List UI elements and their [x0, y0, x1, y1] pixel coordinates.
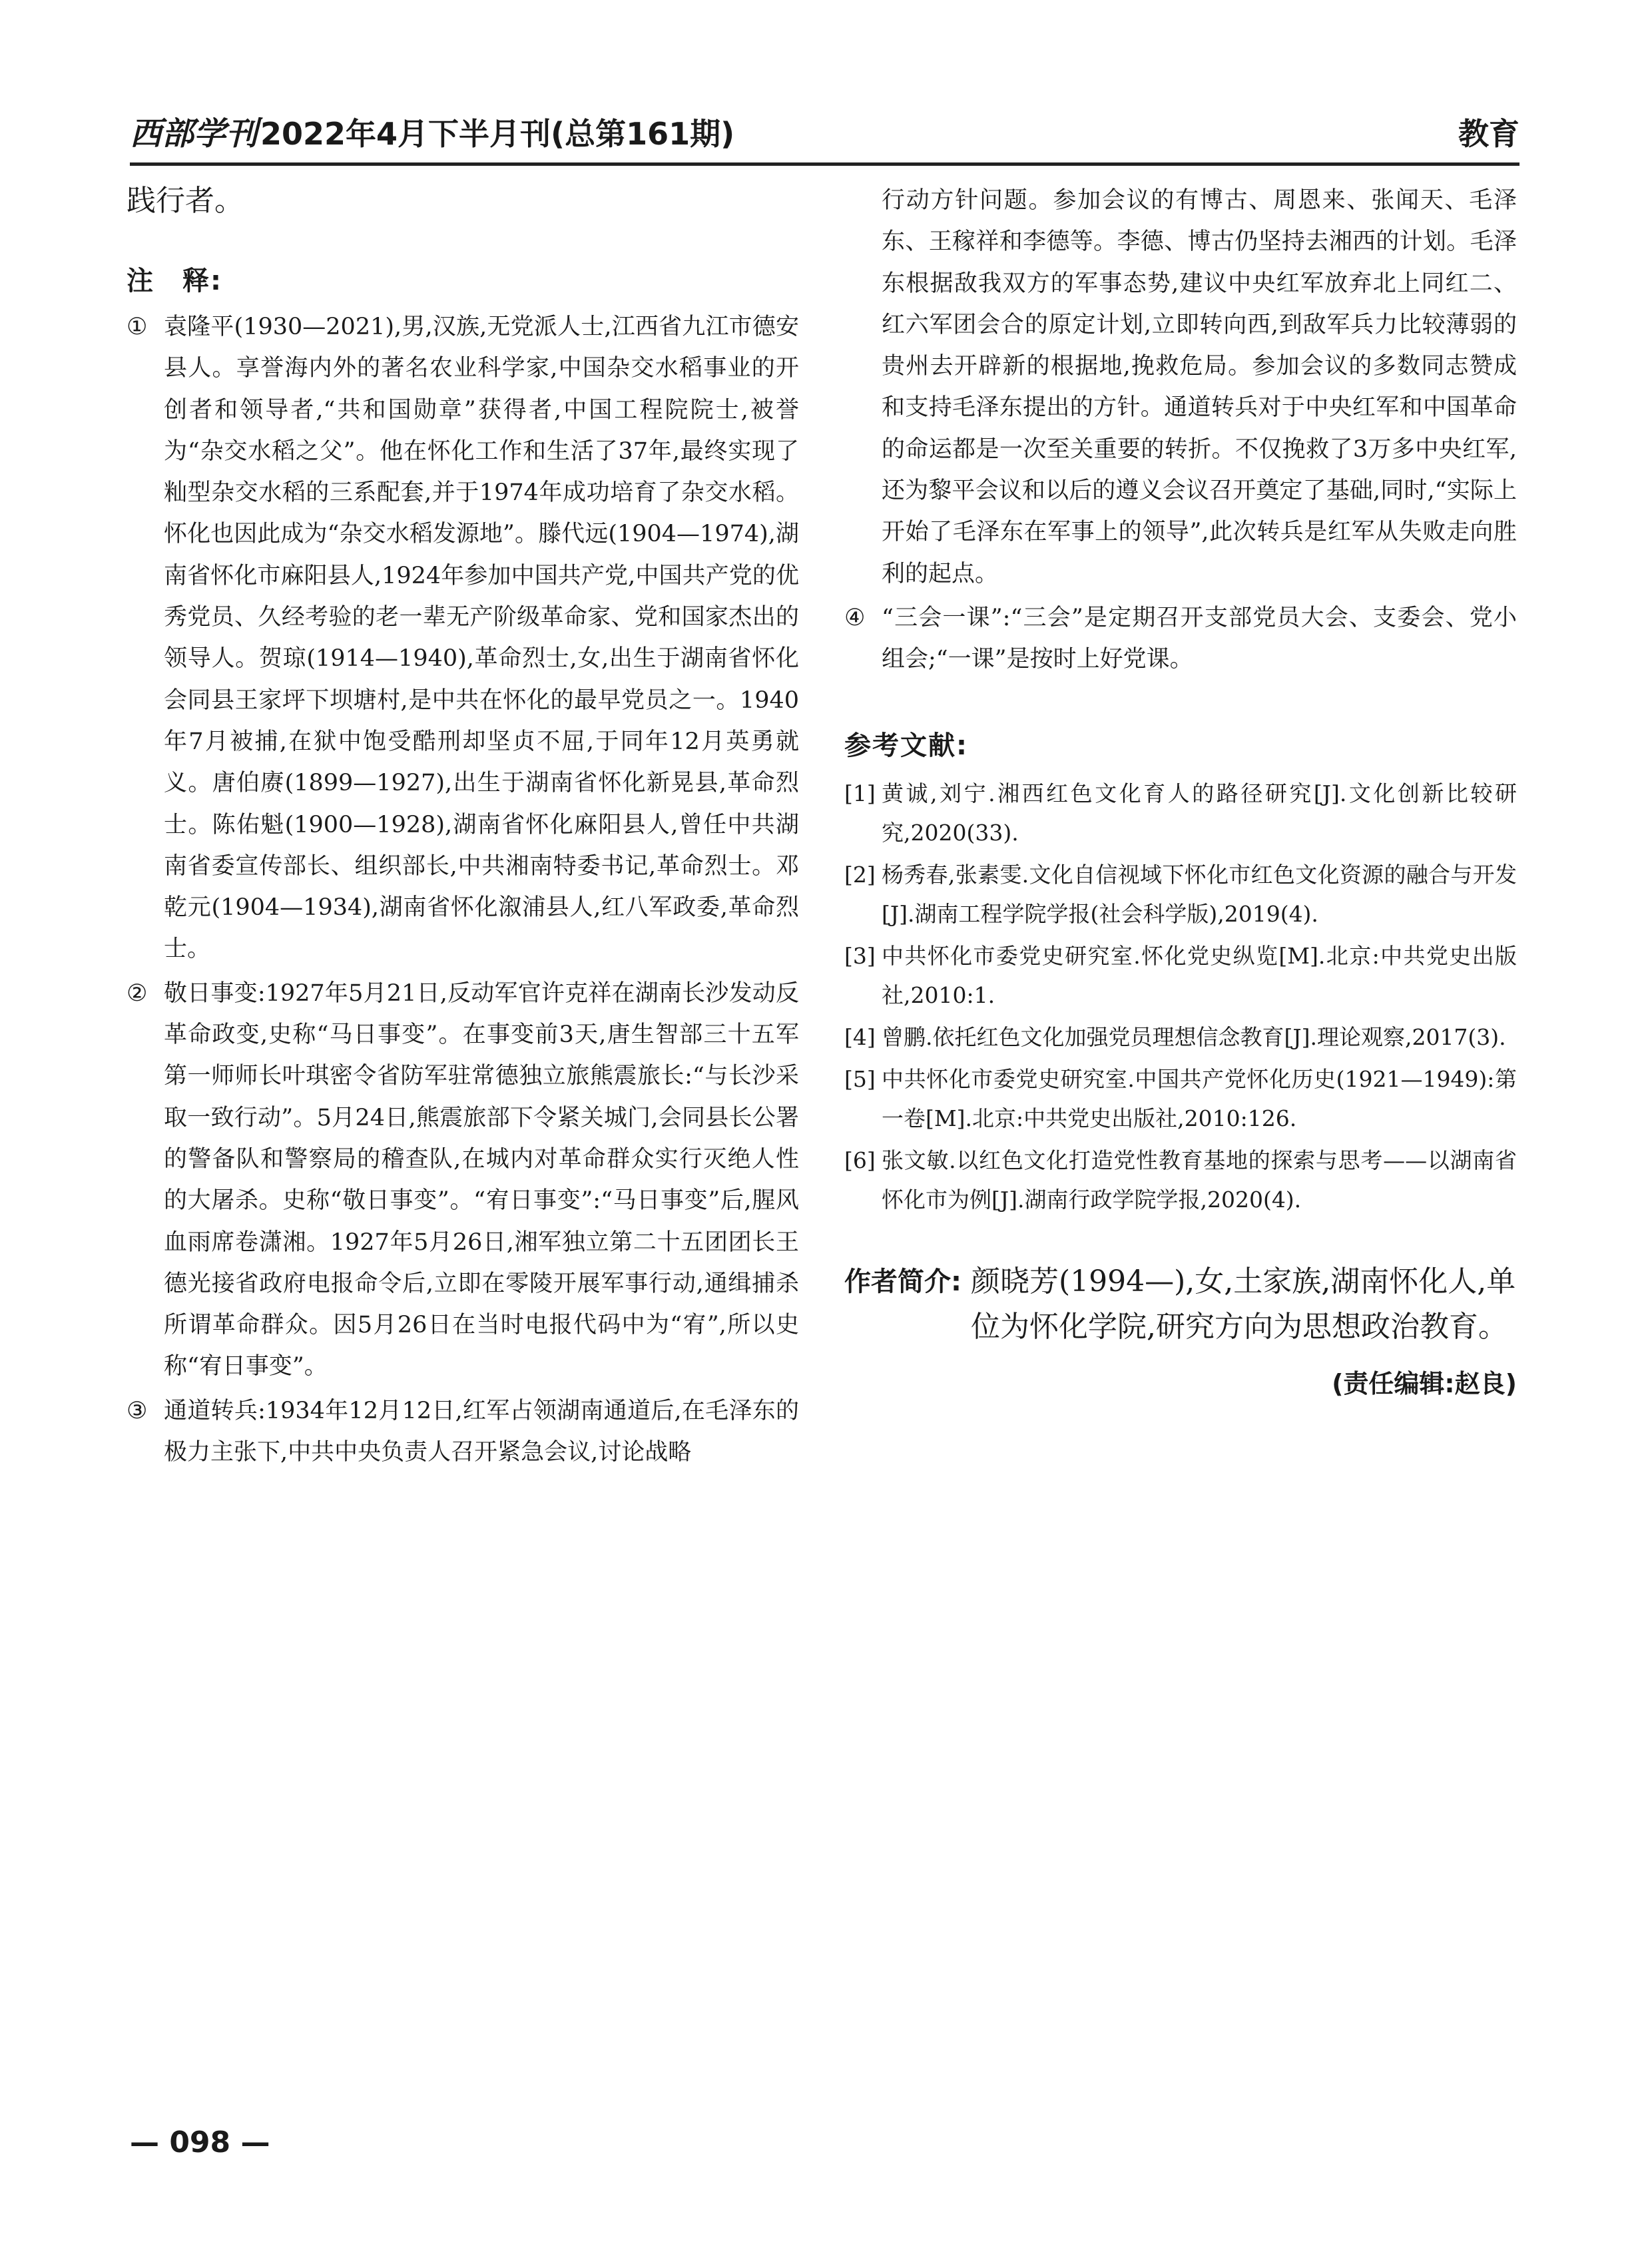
journal-issue	[130, 110, 734, 158]
reference-item	[844, 855, 1517, 934]
note-item	[127, 306, 799, 970]
section-label: 教育	[1458, 116, 1519, 152]
note-marker: ②	[127, 980, 148, 1007]
note-marker: ①	[127, 314, 148, 340]
reference-text: 黄诚,刘宁.湘西红色文化育人的路径研究[J].文化创新比较研究,2020(33).	[882, 780, 1517, 846]
reference-text: 曾鹏.依托红色文化加强党员理想信念教育[J].理论观察,2017(3).	[882, 1023, 1506, 1050]
issue-text: 2022年4月下半月刊(总第161期)	[260, 116, 735, 152]
reference-text: 杨秀春,张素雯.文化自信视域下怀化市红色文化资源的融合与开发[J].湖南工程学院学报(社会科学版),2019(4).	[882, 861, 1517, 927]
reference-item	[844, 1059, 1517, 1138]
reference-marker: [4]	[844, 1023, 876, 1050]
note-item	[127, 973, 799, 1388]
reference-text: 张文敏.以红色文化打造党性教育基地的探索与思考——以湖南省怀化市为例[J].湖南行政学院学报,2020(4).	[882, 1147, 1517, 1213]
journal-logo: 西部学刊	[130, 115, 258, 152]
note-text: 行动方针问题。参加会议的有博古、周恩来、张闻天、毛泽东、王稼祥和李德等。李德、博古仍坚持去湘西的计划。毛泽东根据敌我双方的军事态势,建议中央红军放弃北上同红二、红六军团会合的原定计划,立即转向西,到敌军兵力比较薄弱的贵州去开辟新的根据地,挽救危局。参加会议的多数同志赞成和支持毛泽东提出的方针。通道转兵对于中央红军和中国革命的命运都是一次至关重要的转折。不仅挽救了3万多中央红军,还为黎平会议和以后的遵义会议召开奠定了基础,同时,“实际上开始了毛泽东在军事上的领导”,此次转兵是红军从失败走向胜利的起点。	[882, 187, 1517, 587]
note-item	[127, 1390, 799, 1474]
header-divider	[130, 162, 1519, 166]
note-marker: ③	[127, 1397, 148, 1424]
author-text: 颜晓芳(1994—),女,土家族,湖南怀化人,单位为怀化学院,研究方向为思想政治教育。	[971, 1264, 1516, 1344]
reference-marker: [6]	[844, 1147, 876, 1173]
reference-item	[844, 1141, 1517, 1219]
notes-heading: 注 释:	[127, 266, 222, 296]
page-header	[130, 110, 1519, 158]
note-text: 敬日事变:1927年5月21日,反动军官许克祥在湖南长沙发动反革命政变,史称“马日事变”。在事变前3天,唐生智部三十五军第一师师长叶琪密令省防军驻常德独立旅熊震旅长:“与长沙采取一致行动”。5月24日,熊震旅部下令紧关城门,会同县长公署的警备队和警察局的稽查队,在城内对革命群众实行灭绝人性的大屠杀。史称“敬日事变”。“宥日事变”:“马日事变”后,腥风血雨席卷潇湘。1927年5月26日,湘军独立第二十五团团长王德光接省政府电报命令后,立即在零陵开展军事行动,通缉捕杀所谓革命群众。因5月26日在当时电报代码中为“宥”,所以史称“宥日事变”。	[164, 980, 799, 1380]
opening-line: 践行者。	[127, 184, 244, 218]
note-text: 袁隆平(1930—2021),男,汉族,无党派人士,江西省九江市德安县人。享誉海内外的著名农业科学家,中国杂交水稻事业的开创者和领导者,“共和国勋章”获得者,中国工程院院士,被誉为“杂交水稻之父”。他在怀化工作和生活了37年,最终实现了籼型杂交水稻的三系配套,并于1974年成功培育了杂交水稻。怀化也因此成为“杂交水稻发源地”。滕代远(1904—1974),湖南省怀化市麻阳县人,1924年参加中国共产党,中国共产党的优秀党员、久经考验的老一辈无产阶级革命家、党和国家杰出的领导人。贺琼(1914—1940),革命烈士,女,出生于湖南省怀化会同县王家坪下坝塘村,是中共在怀化的最早党员之一。1940年7月被捕,在狱中饱受酷刑却坚贞不屈,于同年12月英勇就义。唐伯赓(1899—1927),出生于湖南省怀化新晃县,革命烈士。陈佑魁(1900—1928),湖南省怀化麻阳县人,曾任中共湖南省委宣传部长、组织部长,中共湘南特委书记,革命烈士。邓乾元(1904—1934),湖南省怀化溆浦县人,红八军政委,革命烈士。	[164, 314, 799, 963]
reference-marker: [2]	[844, 861, 876, 888]
reference-item	[844, 774, 1517, 852]
reference-marker: [5]	[844, 1065, 876, 1092]
author-bio	[844, 1259, 1517, 1350]
author-label: 作者简介:	[844, 1266, 962, 1297]
note-continuation	[844, 180, 1517, 595]
note-marker: ④	[844, 604, 866, 631]
note-text: “三会一课”:“三会”是定期召开支部党员大会、支委会、党小组会;“一课”是按时上好党课。	[882, 604, 1517, 673]
page-number: — 098 —	[130, 2125, 270, 2159]
reference-marker: [1]	[844, 780, 876, 806]
reference-marker: [3]	[844, 942, 876, 969]
references-heading: 参考文献:	[844, 730, 968, 761]
reference-item	[844, 936, 1517, 1015]
responsible-editor: (责任编辑:赵良)	[1332, 1368, 1517, 1398]
reference-text: 中共怀化市委党史研究室.中国共产党怀化历史(1921—1949):第一卷[M].北京:中共党史出版社,2010:126.	[882, 1065, 1517, 1131]
note-item	[844, 597, 1517, 681]
right-column	[844, 180, 1517, 1400]
reference-text: 中共怀化市委党史研究室.怀化党史纵览[M].北京:中共党史出版社,2010:1.	[882, 942, 1517, 1008]
reference-item	[844, 1017, 1517, 1057]
left-column	[127, 180, 799, 1476]
note-text: 通道转兵:1934年12月12日,红军占领湖南通道后,在毛泽东的极力主张下,中共中央负责人召开紧急会议,讨论战略	[164, 1397, 799, 1466]
